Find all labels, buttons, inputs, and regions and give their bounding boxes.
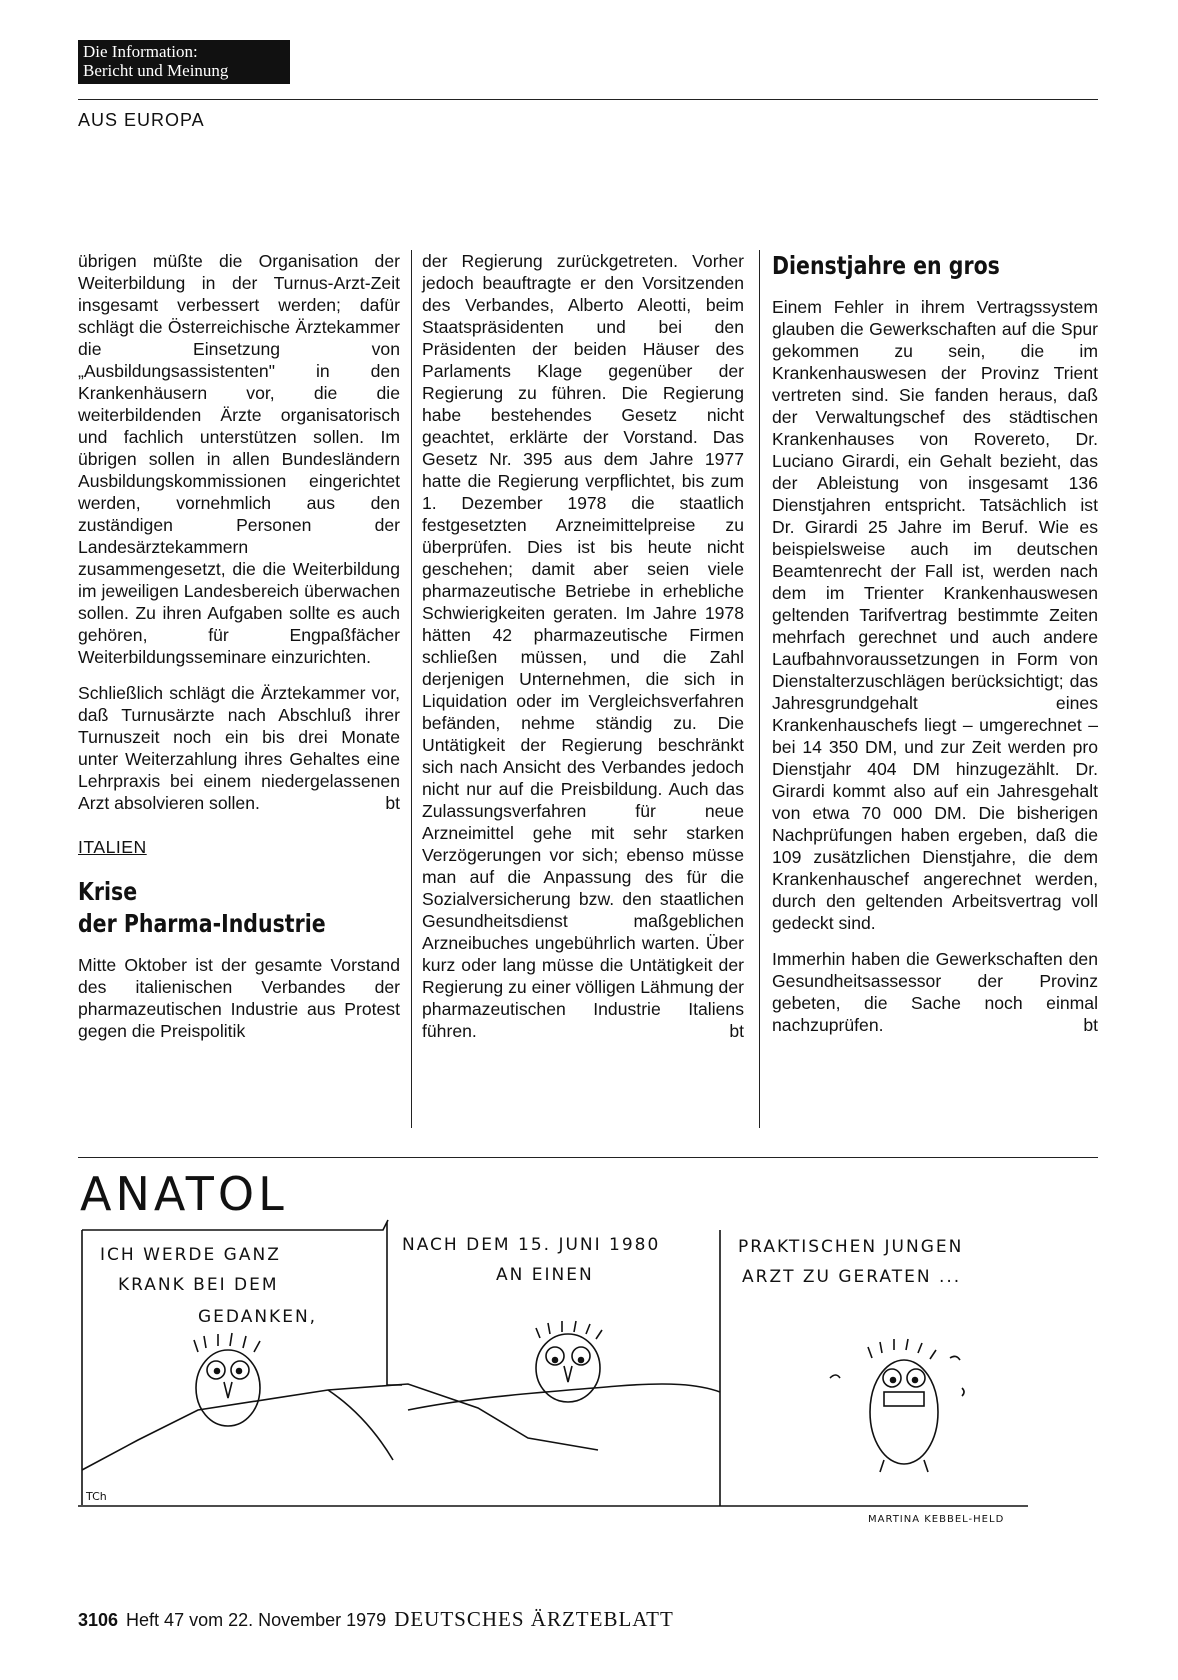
- comic-title: ANATOL: [80, 1167, 288, 1221]
- col2-paragraph-1-text: der Regierung zurückgetreten. Vorher jedoch beauftragte er den Vorsitzenden des Verbandes, Alberto Aleotti, beim Staatspräsidenten und bei den Präsidenten der beiden Häuser des Parlaments Klage gegenüber der Regierung zu führen. Die Regierung habe bestehendes Gesetz nicht geachtet, erklärte der Vorstand. Das Gesetz Nr. 395 aus dem Jahre 1977 hatte die Regierung verpflichtet, bis zum 1. Dezember 1978 die staatlich festgesetzten Arzneimittelpreise zu überprüfen. Dies ist bis heute nicht geschehen; damit aber seien viele pharmazeutische Betriebe in erhebliche Schwierigkeiten geraten. Im Jahre 1978 hätten 42 pharmazeutische Firmen schließen müssen, und die Zahl derjenigen Unternehmen, die sich in Liquidation oder im Vergleichsverfahren befänden, nehme ständig zu. Die Untätigkeit der Regierung beschränkt sich nach Ansicht des Verbandes jedoch nicht nur auf die Preisbildung. Auch das Zulassungsverfahren für neue Arzneimittel gehe mit sehr starken Verzögerungen vor sich; ebenso müsse man auf die Anpassung des für die Sozialversicherung bzw. den staatlichen Gesundheitsdienst maßgeblichen Arzneibuches ungebührlich warten. Über kurz oder lang müsse die Untätigkeit der Regierung zu einer völligen Lähmung der pharmazeutischen Industrie Italiens führen.: [422, 251, 744, 1041]
- rubric-badge: [78, 40, 290, 84]
- col1-paragraph-2: [78, 682, 400, 814]
- author-signature: bt: [729, 1021, 744, 1041]
- author-signature: bt: [1083, 1015, 1098, 1035]
- column-divider-2: [759, 250, 760, 1128]
- country-label: ITALIEN: [78, 837, 147, 857]
- page-footer: [78, 1607, 674, 1632]
- col3-paragraph-1: Einem Fehler in ihrem Vertragssystem glauben die Gewerkschaften auf die Spur gekommen zu sein, die im Krankenhauswesen der Provinz Trient vertreten sind. Sie fanden heraus, daß der Verwaltungschef des städtischen Krankenhauses von Rovereto, Dr. Luciano Girardi, ein Gehalt bezieht, das der Ableistung von insgesamt 136 Dienstjahren entspricht. Tatsächlich ist Dr. Girardi 25 Jahre im Beruf. Wie es beispielsweise auch im deutschen Beamtenrecht der Fall ist, werden nach dem im Trienter Krankenhauswesen geltenden Tarifvertrag bestimmte Zeiten mehrfach gerechnet und auch andere Laufbahnvoraussetzungen in Form von Dienstalterzuschlägen berücksichtigt; das Jahresgrundgehalt eines Krankenhauschefs liegt – umgerechnet – bei 14 350 DM, und zur Zeit werden pro Dienstjahr 404 DM hinzugezählt. Dr. Girardi kommt also auf ein Jahresgehalt von etwa 70 000 DM. Die bisherigen Nachprüfungen haben ergeben, daß die 109 zusätzlichen Dienstjahre, die dem Krankenhauschef angerechnet werden, durch den geltenden Arbeitsvertrag voll gedeckt sind.: [772, 297, 1098, 933]
- publication-name: DEUTSCHES ÄRZTEBLATT: [394, 1607, 674, 1631]
- rubric-line-2: Bericht und Meinung: [83, 61, 229, 80]
- col1-paragraph-1: übrigen müßte die Organisation der Weiterbildung in der Turnus-Arzt-Zeit insgesamt verbessert werden; dafür schlägt die Österreichische Ärztekammer die Einsetzung von „Ausbildungsassistenten" in den Krankenhäusern vor, die die weiterbildenden Ärzte organisatorisch und fachlich unterstützen sollen. Im übrigen sollen in allen Bundesländern Ausbildungskommissionen eingerichtet werden, vornehmlich aus den zuständigen Personen der Landesärztekammern zusammengesetzt, die die Weiterbildung im jeweiligen Landesbereich überwachen sollen. Zu ihren Aufgaben sollte es auch gehören, für Engpaßfächer Weiterbildungsseminare einzurichten.: [78, 251, 400, 667]
- column-divider-1: [411, 250, 412, 1128]
- col1-paragraph-2-text: Schließlich schlägt die Ärztekammer vor, daß Turnusärzte nach Abschluß ihrer Turnuszeit noch ein bis drei Monate unter Weiterzahlung ihres Gehaltes eine Lehrpraxis bei einem niedergelassenen Arzt absolvieren sollen.: [78, 683, 400, 813]
- col1-paragraph-3: Mitte Oktober ist der gesamte Vorstand des italienischen Verbandes der pharmazeutischen Industrie aus Protest gegen die Preispolitik: [78, 955, 400, 1041]
- section-heading: AUS EUROPA: [78, 110, 205, 130]
- panel-1-hill: [82, 1384, 598, 1470]
- author-signature: bt: [385, 793, 400, 813]
- article-headline-dienstjahre: Dienstjahre en gros: [772, 251, 1000, 280]
- col3-paragraph-2-text: Immerhin haben die Gewerkschaften den Gesundheitsassessor der Provinz gebeten, die Sache noch einmal nachzuprüfen.: [772, 949, 1098, 1035]
- rubric-line-1: Die Information:: [83, 42, 198, 61]
- panel-1-text-3: GEDANKEN,: [198, 1307, 318, 1327]
- panel-1-slope: [328, 1390, 393, 1460]
- headline-line-1: Krise: [78, 877, 138, 906]
- panel-1-right: [387, 1222, 402, 1385]
- col3-paragraph-2: [772, 948, 1098, 1036]
- artist-initials: TCh: [86, 1490, 107, 1503]
- artist-signature: MARTINA KEBBEL-HELD: [868, 1514, 1005, 1525]
- headline-line-2: der Pharma-Industrie: [78, 909, 326, 938]
- col2-paragraph-1: [422, 250, 744, 1042]
- panel-2-text-2: AN EINEN: [496, 1265, 594, 1285]
- comic-divider: [78, 1157, 1098, 1158]
- column-3: [772, 250, 1098, 1050]
- panel-1-text-1: ICH WERDE GANZ: [100, 1245, 281, 1265]
- owl-icon: [830, 1339, 964, 1472]
- panel-3-text-2: ARZT ZU GERATEN ...: [742, 1267, 962, 1287]
- panel-2-text-1: NACH DEM 15. JUNI 1980: [402, 1235, 661, 1255]
- column-2: [422, 250, 744, 1056]
- panel-1-top: [82, 1220, 388, 1230]
- panel-3-text-1: PRAKTISCHEN JUNGEN: [738, 1237, 964, 1257]
- anatol-comic-strip: [78, 1160, 1098, 1560]
- owl-icon: [194, 1333, 260, 1426]
- column-1: [78, 250, 400, 1056]
- panel-2-branch: [408, 1384, 720, 1410]
- panel-1-text-2: KRANK BEI DEM: [118, 1275, 279, 1295]
- article-headline-pharma: [78, 876, 342, 940]
- issue-info: Heft 47 vom 22. November 1979: [126, 1610, 387, 1630]
- page-number: 3106: [78, 1610, 119, 1630]
- top-divider: [78, 99, 1098, 100]
